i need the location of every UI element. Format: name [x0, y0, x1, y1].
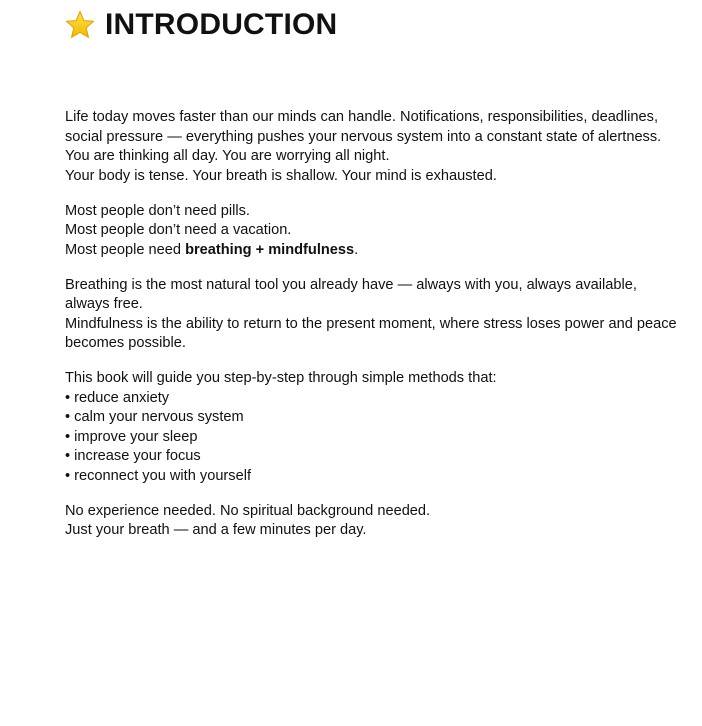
text-line: Your body is tense. Your breath is shallow. Your mind is exhausted.	[65, 167, 497, 184]
bullet-item: • increase your focus	[65, 448, 201, 464]
star-icon	[65, 10, 95, 40]
paragraph-needs	[65, 202, 677, 261]
text-line: Mindfulness is the ability to return to the present moment, where stress loses power and peace becomes possible.	[65, 315, 677, 351]
text-line: No experience needed. No spiritual background needed.	[65, 502, 431, 519]
text-line: Most people don’t need pills.	[65, 202, 250, 219]
paragraph-methods	[65, 369, 677, 486]
section-heading	[65, 8, 677, 42]
text-line: Life today moves faster than our minds can handle. Notifications, responsibilities, deadlines, social pressure — everything pushes your nervous system into a constant state of alertness.	[65, 109, 662, 145]
page-title: INTRODUCTION	[105, 8, 338, 41]
text-line: Breathing is the most natural tool you already have — always with you, always available, always free.	[65, 276, 637, 312]
text-line: You are thinking all day. You are worrying all night.	[65, 148, 390, 164]
text-suffix: .	[354, 241, 359, 258]
bullet-item: • improve your sleep	[65, 428, 198, 445]
paragraph-breathing	[65, 276, 677, 354]
bullet-item: • calm your nervous system	[65, 409, 244, 425]
document-page	[65, 0, 677, 538]
bullet-item: • reconnect you with yourself	[65, 467, 251, 484]
body-text	[65, 108, 677, 556]
text-line: Just your breath — and a few minutes per day.	[65, 522, 367, 538]
bullet-item: • reduce anxiety	[65, 389, 170, 406]
text-line: This book will guide you step-by-step through simple methods that:	[65, 370, 497, 386]
text-line-emphasis	[65, 241, 677, 261]
text-line: Most people don’t need a vacation.	[65, 222, 292, 238]
bold-phrase: breathing + mindfulness	[185, 241, 355, 258]
paragraph-intro	[65, 108, 677, 186]
paragraph-closing	[65, 502, 677, 541]
text-prefix: Most people need	[65, 241, 186, 258]
